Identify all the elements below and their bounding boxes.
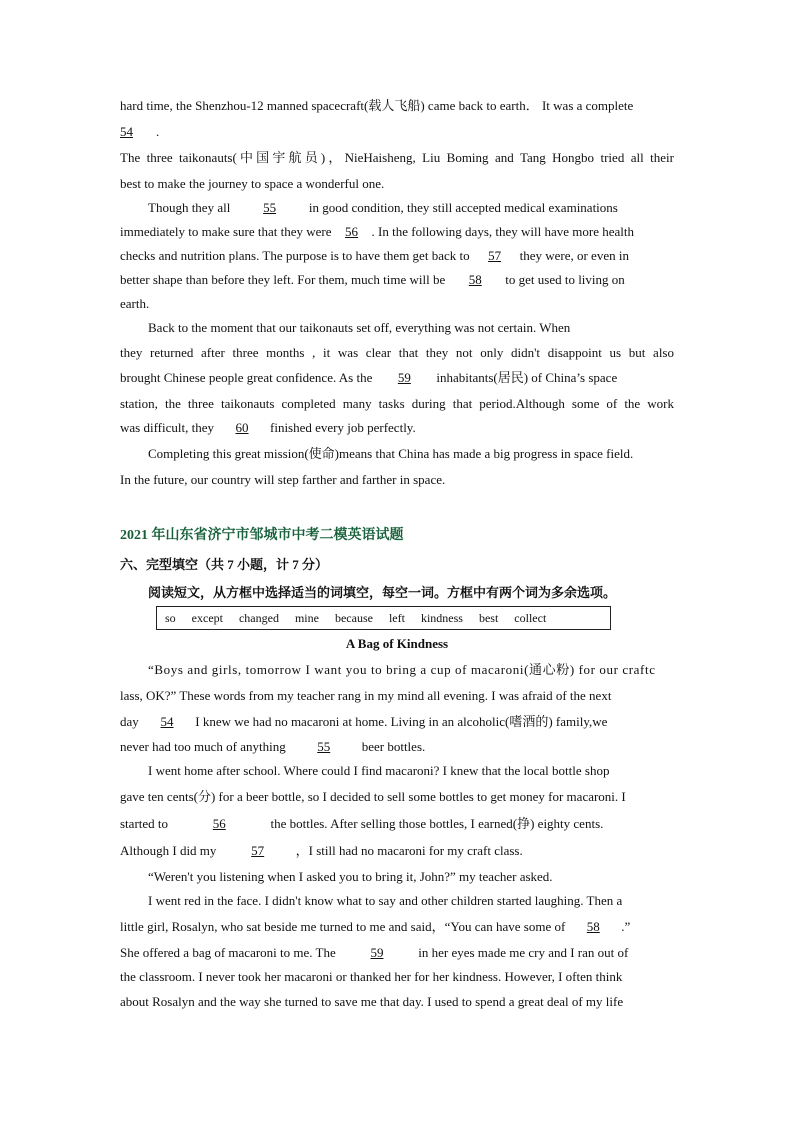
answer-blank: 57 bbox=[251, 843, 265, 858]
instructions: 阅读短文，从方框中选择适当的词填空，每空一词。方框中有两个词为多余选项。 bbox=[148, 585, 617, 600]
text: hard time, the Shenzhou-12 manned spacecraft(载人飞船) came back to earth． It was a complete bbox=[120, 98, 634, 113]
text: little girl, Rosalyn, who sat beside me turned to me and said，“You can have some of bbox=[120, 919, 566, 934]
answer-blank: 56 bbox=[212, 816, 226, 831]
passage1-line bbox=[120, 150, 674, 166]
text: Although I did my bbox=[120, 843, 217, 858]
answer-blank: 54 bbox=[160, 714, 174, 729]
text: inhabitants(居民) of China’s space bbox=[436, 370, 618, 385]
text: “Weren't you listening when I asked you to bring it, John?” my teacher asked. bbox=[148, 869, 553, 884]
passage1-line bbox=[120, 98, 674, 114]
passage1-line bbox=[148, 200, 674, 216]
text: about Rosalyn and the way she turned to save me that day. I used to spend a great deal of my life bbox=[120, 994, 624, 1009]
text: Completing this great mission(使命)means that China has made a big progress in space field. bbox=[148, 446, 634, 461]
passage2-line bbox=[120, 688, 674, 704]
passage1-line bbox=[120, 296, 674, 312]
text: Back to the moment that our taikonauts set off, everything was not certain. When bbox=[148, 320, 571, 335]
text: to get used to living on bbox=[505, 272, 625, 287]
passage1-line bbox=[120, 345, 674, 361]
answer-blank: 58 bbox=[586, 919, 600, 934]
text: finished every job perfectly. bbox=[270, 420, 416, 435]
passage1-line bbox=[120, 224, 674, 240]
answer-blank: 56 bbox=[345, 224, 359, 239]
text: earth. bbox=[120, 296, 150, 311]
text: started to bbox=[120, 816, 169, 831]
answer-blank: 54 bbox=[120, 124, 133, 139]
section-title: 六、完型填空（共 7 小题，计 7 分） bbox=[120, 557, 329, 572]
text: beer bottles. bbox=[361, 739, 426, 754]
word-option: collect bbox=[514, 610, 547, 625]
passage2-line bbox=[120, 739, 674, 755]
passage2-line bbox=[120, 789, 674, 805]
text: . In the following days, they will have more health bbox=[371, 224, 635, 239]
passage1-line bbox=[120, 248, 674, 264]
passage-title: A Bag of Kindness bbox=[345, 636, 449, 651]
text: I went red in the face. I didn't know what to say and other children started laughing. Then a bbox=[148, 893, 623, 908]
word-option: mine bbox=[294, 610, 319, 625]
text: gave ten cents(分) for a beer bottle, so I decided to sell some bottles to get money for macaroni. I bbox=[120, 789, 626, 804]
text: ，I still had no macaroni for my craft class. bbox=[295, 843, 523, 858]
text: She offered a bag of macaroni to me. The bbox=[120, 945, 336, 960]
passage2-line bbox=[120, 945, 674, 961]
text: immediately to make sure that they were bbox=[120, 224, 332, 239]
text: better shape than before they left. For them, much time will be bbox=[120, 272, 446, 287]
text: . bbox=[156, 124, 160, 139]
passage1-line bbox=[120, 472, 674, 488]
text: brought Chinese people great confidence. As the bbox=[120, 370, 373, 385]
passage1-line bbox=[120, 272, 674, 288]
answer-blank: 57 bbox=[488, 248, 502, 263]
text: I knew we had no macaroni at home. Living in an alcoholic(嗜酒的) family,we bbox=[195, 714, 608, 729]
text: checks and nutrition plans. The purpose is to have them get back to bbox=[120, 248, 470, 263]
text: the classroom. I never took her macaroni or thanked her for her kindness. However, I often think bbox=[120, 969, 623, 984]
passage2-line bbox=[148, 869, 674, 885]
text: lass, OK?” These words from my teacher rang in my mind all evening. I was afraid of the next bbox=[120, 688, 612, 703]
text: never had too much of anything bbox=[120, 739, 286, 754]
text: .” bbox=[621, 919, 631, 934]
text: Though they all bbox=[148, 200, 231, 215]
text: they returned after three months , it was clear that they not only didn't disappoint us but also bbox=[120, 345, 674, 360]
passage2-line bbox=[120, 994, 674, 1010]
passage2-line bbox=[120, 714, 674, 730]
passage2-line bbox=[148, 763, 674, 779]
passage1-line bbox=[120, 370, 674, 386]
text: In the future, our country will step farther and farther in space. bbox=[120, 472, 446, 487]
text: day bbox=[120, 714, 139, 729]
word-option: kindness bbox=[420, 610, 463, 625]
text: was difficult, they bbox=[120, 420, 214, 435]
word-option: best bbox=[478, 610, 499, 625]
text: “Boys and girls, tomorrow I want you to bring a cup of macaroni(通心粉) for our craftc bbox=[148, 662, 656, 677]
text: I went home after school. Where could I find macaroni? I knew that the local bottle shop bbox=[148, 763, 610, 778]
text: The three taikonauts(中国宇航员)，NieHaisheng, Liu Boming and Tang Hongbo tried all their bbox=[120, 150, 674, 165]
text: best to make the journey to space a wonderful one. bbox=[120, 176, 385, 191]
text: station, the three taikonauts completed many tasks during that period.Although some of the work bbox=[120, 396, 674, 411]
passage1-line bbox=[120, 396, 674, 412]
passage2-line bbox=[120, 843, 674, 859]
word-option: changed bbox=[238, 610, 279, 625]
passage2-line bbox=[120, 816, 674, 832]
word-option: except bbox=[191, 610, 223, 625]
answer-blank: 60 bbox=[235, 420, 249, 435]
answer-blank: 55 bbox=[263, 200, 277, 215]
passage2-line bbox=[148, 893, 674, 909]
passage1-line bbox=[120, 176, 674, 192]
answer-blank: 58 bbox=[468, 272, 482, 287]
text: in her eyes made me cry and I ran out of bbox=[418, 945, 629, 960]
text: they were, or even in bbox=[519, 248, 629, 263]
word-option: left bbox=[388, 610, 405, 625]
passage1-line bbox=[148, 446, 674, 462]
word-option: because bbox=[334, 610, 373, 625]
passage2-line bbox=[120, 969, 674, 985]
passage1-line bbox=[120, 124, 674, 140]
answer-blank: 55 bbox=[317, 739, 331, 754]
word-option: so bbox=[165, 610, 176, 625]
exam-heading: 2021 年山东省济宁市邹城市中考二模英语试题 bbox=[120, 528, 404, 543]
answer-blank: 59 bbox=[370, 945, 384, 960]
word-box bbox=[156, 606, 611, 630]
passage2-line bbox=[148, 662, 674, 678]
passage1-line bbox=[120, 420, 674, 436]
passage1-line bbox=[148, 320, 674, 336]
answer-blank: 59 bbox=[397, 370, 411, 385]
passage2-line bbox=[120, 919, 674, 935]
text: in good condition, they still accepted medical examinations bbox=[308, 200, 618, 215]
text: the bottles. After selling those bottles, I earned(挣) eighty cents. bbox=[270, 816, 604, 831]
